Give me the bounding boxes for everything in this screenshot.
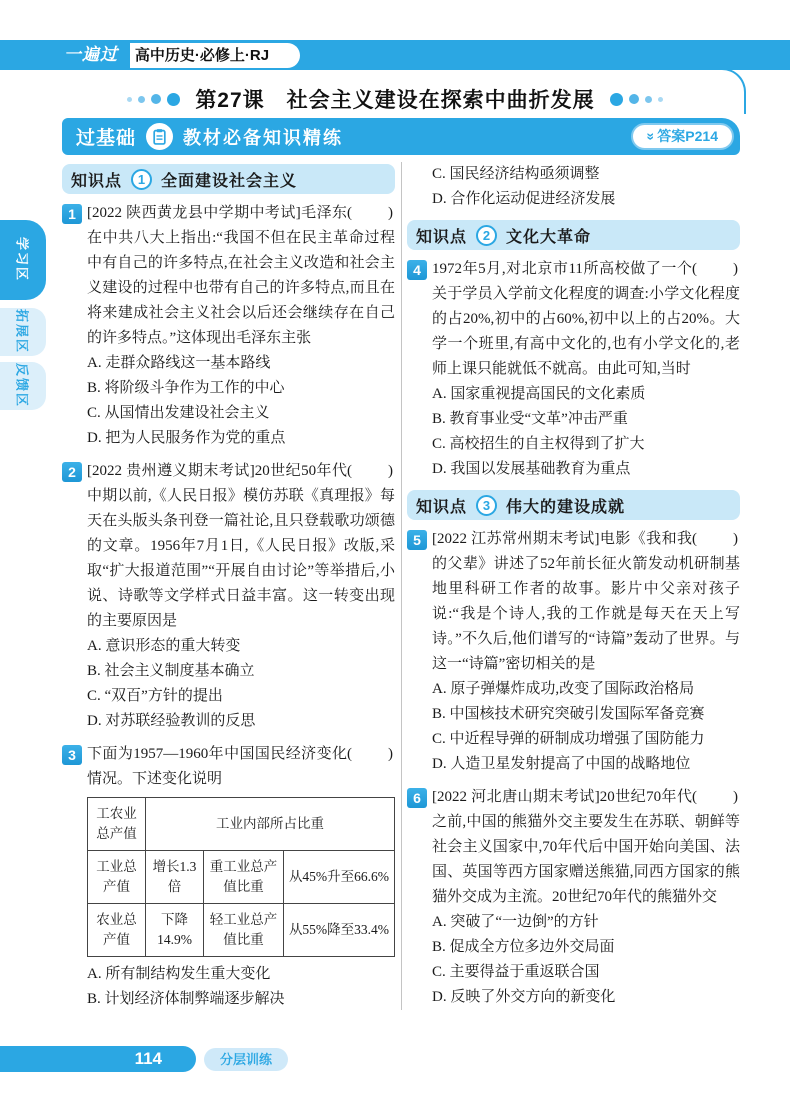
option-b: B. 计划经济体制弊端逐步解决 xyxy=(87,991,285,1007)
question-text: 1972年5月,对北京市11所高校做了一个关于学员入学前文化程度的调查:小学文化程度的占20%,初中的占60%,初中以上的占20%。大学一个班里,有高中文化的,也有小学文化的,老师上课只能就低不就高。由此可知,当时 xyxy=(432,261,740,377)
question-number-badge: 6 xyxy=(407,788,427,808)
table-cell: 增长1.3倍 xyxy=(146,851,204,904)
option-a: A. 国家重视提高国民的文化素质 xyxy=(432,386,646,402)
option-a: A. 走群众路线这一基本路线 xyxy=(87,355,271,371)
question-number-badge: 5 xyxy=(407,530,427,550)
kp-number-badge: 2 xyxy=(476,225,497,246)
question-4 xyxy=(407,257,740,482)
kp-number-badge: 3 xyxy=(476,495,497,516)
kp-number-badge: 1 xyxy=(131,169,152,190)
chevron-down-icon: » xyxy=(642,132,659,141)
kp-title: 全面建设社会主义 xyxy=(161,172,298,190)
question-stem: ( ) 1972年5月,对北京市11所高校做了一个关于学员入学前文化程度的调查:小学文化程度的占20%,初中的占60%,初中以上的占20%。大学一个班里,有高中文化的,也有小学文化的,老师上课只能就低不就高。由此可知,当时 xyxy=(432,261,740,377)
table-cell: 工业总产值 xyxy=(88,851,146,904)
sidebar-tab-feedback[interactable] xyxy=(0,362,46,410)
content-columns xyxy=(62,162,740,1020)
table-cell: 重工业总产值比重 xyxy=(204,851,284,904)
question-stem: ( ) [2022 江苏常州期末考试]电影《我和我的父辈》讲述了52年前长征火箭发动机研制基地里科研工作者的故事。影片中父亲对孩子说:“我是个诗人,我的工作就是每天在天上写诗。”不久后,他们谱写的“诗篇”轰动了世界。与这一“诗篇”密切相关的是 xyxy=(432,531,740,672)
question-3 xyxy=(62,742,395,1012)
option-b: B. 促成全方位多边外交局面 xyxy=(432,939,615,955)
option-d: D. 对苏联经验教训的反思 xyxy=(87,713,256,729)
decor-dots-right xyxy=(607,90,666,107)
economy-data-table xyxy=(87,797,395,957)
question-stem: ( ) [2022 贵州遵义期末考试]20世纪50年代中期以前,《人民日报》模仿苏联《真理报》每天在头版头条刊登一篇社论,且只登载歌功颂德的文章。1956年7月1日,《人民日报》改版,采取“扩大报道范围”“开展自由讨论”等举措后,小说、诗歌等文学样式日益丰富。这一转变出现的主要原因是 xyxy=(87,463,395,629)
question-6 xyxy=(407,785,740,1010)
option-c: C. 高校招生的自主权得到了扩大 xyxy=(432,436,645,452)
option-c: C. 中近程导弹的研制成功增强了国防能力 xyxy=(432,731,705,747)
answer-reference-pill[interactable] xyxy=(631,123,735,150)
question-stem: ( ) [2022 河北唐山期末考试]20世纪70年代之前,中国的熊猫外交主要发生在苏联、朝鲜等社会主义国家中,70年代后中国开始向美国、法国、英国等西方国家赠送熊猫,同西方国家的熊猫外交成为主流。20世纪70年代的熊猫外交 xyxy=(432,789,740,905)
option-b: B. 教育事业受“文革”冲击严重 xyxy=(432,411,628,427)
kp-label: 知识点 xyxy=(416,228,468,246)
question-source: [2022 河北唐山期末考试] xyxy=(432,789,600,805)
answer-reference-label: 答案P214 xyxy=(657,128,718,144)
brand-logo: 一遍过 xyxy=(52,42,130,68)
table-cell: 从55%降至33.4% xyxy=(284,904,395,957)
page-number: 114 xyxy=(134,1049,162,1068)
knowledge-point-2-banner xyxy=(407,220,740,250)
question-stem: ( ) 下面为1957—1960年中国国民经济变化情况。下述变化说明 xyxy=(87,746,395,787)
section-banner xyxy=(62,118,740,155)
question-number-badge: 1 xyxy=(62,204,82,224)
kp-label: 知识点 xyxy=(71,172,123,190)
question-number-badge: 2 xyxy=(62,462,82,482)
table-cell: 农业总产值 xyxy=(88,904,146,957)
sidebar-tab-label: 反馈区 xyxy=(14,363,30,409)
question-text: 电影《我和我的父辈》讲述了52年前长征火箭发动机研制基地里科研工作者的故事。影片中父亲对孩子说:“我是个诗人,我的工作就是每天在天上写诗。”不久后,他们谱写的“诗篇”轰动了世界。与这一“诗篇”密切相关的是 xyxy=(432,531,740,672)
option-d: D. 把为人民服务作为党的重点 xyxy=(87,430,286,446)
option-a: A. 原子弹爆炸成功,改变了国际政治格局 xyxy=(432,681,695,697)
option-c: C. “双百”方针的提出 xyxy=(87,688,223,704)
option-d: D. 人造卫星发射提高了中国的战略地位 xyxy=(432,756,691,772)
section-banner-title: 教材必备知识精练 xyxy=(183,127,344,148)
table-row xyxy=(88,851,395,904)
lesson-title-row xyxy=(0,84,790,114)
page-title: 第27课 社会主义建设在探索中曲折发展 xyxy=(195,89,595,112)
question-source: [2022 江苏常州期末考试] xyxy=(432,531,600,547)
decor-dots-left xyxy=(124,90,183,107)
table-cell: 从45%升至66.6% xyxy=(284,851,395,904)
option-b: B. 中国核技术研究突破引发国际军备竞赛 xyxy=(432,706,705,722)
sidebar-tab-expand[interactable] xyxy=(0,308,46,356)
table-row xyxy=(88,904,395,957)
footer-training-label: 分层训练 xyxy=(204,1048,288,1071)
column-divider xyxy=(401,162,402,1010)
option-c: C. 主要得益于重返联合国 xyxy=(432,964,600,980)
kp-title: 伟大的建设成就 xyxy=(506,498,626,516)
option-a: A. 突破了“一边倒”的方针 xyxy=(432,914,599,930)
question-1 xyxy=(62,201,395,451)
kp-label: 知识点 xyxy=(416,498,468,516)
sidebar-tab-study[interactable] xyxy=(0,220,46,300)
option-c: C. 从国情出发建设社会主义 xyxy=(87,405,270,421)
option-d: D. 合作化运动促进经济发展 xyxy=(432,191,616,207)
option-c: C. 国民经济结构亟须调整 xyxy=(432,166,600,182)
question-text: 毛泽东在中共八大上指出:“我国不但在民主革命过程中有自己的许多特点,在社会主义改造和社会主义建设的过程中也带有自己的许多特点,而且在将来建成社会主义社会以后还会继续存在自己的许多特点。”这体现出毛泽东主张 xyxy=(87,205,395,346)
question-5 xyxy=(407,527,740,777)
question-2 xyxy=(62,459,395,734)
question-text: 下面为1957—1960年中国国民经济变化情况。下述变化说明 xyxy=(87,746,347,787)
question-stem: ( ) [2022 陕西黄龙县中学期中考试]毛泽东在中共八大上指出:“我国不但在民主革命过程中有自己的许多特点,在社会主义改造和社会主义建设的过程中也带有自己的许多特点,而且在将来建成社会主义社会以后还会继续存在自己的许多特点。”这体现出毛泽东主张 xyxy=(87,205,395,346)
sidebar-tab-label: 学习区 xyxy=(14,237,30,283)
table-cell: 下降14.9% xyxy=(146,904,204,957)
question-3-continued xyxy=(407,162,740,212)
option-d: D. 反映了外交方向的新变化 xyxy=(432,989,616,1005)
question-text: 20世纪50年代中期以前,《人民日报》模仿苏联《真理报》每天在头版头条刊登一篇社论,且只登载歌功颂德的文章。1956年7月1日,《人民日报》改版,采取“扩大报道范围”“开展自由讨论”等举措后,小说、诗歌等文学样式日益丰富。这一转变出现的主要原因是 xyxy=(87,463,395,629)
knowledge-point-1-banner xyxy=(62,164,395,194)
left-column xyxy=(62,162,395,1020)
course-title: 高中历史·必修上·RJ xyxy=(104,43,300,68)
option-d: D. 我国以发展基础教育为重点 xyxy=(432,461,631,477)
page-number-bar xyxy=(0,1046,196,1072)
option-a: A. 所有制结构发生重大变化 xyxy=(87,966,271,982)
kp-title: 文化大革命 xyxy=(506,228,592,246)
table-header-cell: 工农业总产值 xyxy=(88,798,146,851)
question-text: 20世纪70年代之前,中国的熊猫外交主要发生在苏联、朝鲜等社会主义国家中,70年代后中国开始向美国、法国、英国等西方国家赠送熊猫,同西方国家的熊猫外交成为主流。20世纪70年代的熊猫外交 xyxy=(432,789,740,905)
knowledge-point-3-banner xyxy=(407,490,740,520)
section-banner-label: 过基础 xyxy=(76,128,137,149)
question-source: [2022 贵州遵义期末考试] xyxy=(87,463,255,479)
option-b: B. 社会主义制度基本确立 xyxy=(87,663,255,679)
question-number-badge: 4 xyxy=(407,260,427,280)
clipboard-icon xyxy=(146,123,173,150)
question-source: [2022 陕西黄龙县中学期中考试] xyxy=(87,205,301,221)
table-header-cell: 工业内部所占比重 xyxy=(146,798,395,851)
table-cell: 轻工业总产值比重 xyxy=(204,904,284,957)
option-b: B. 将阶级斗争作为工作的中心 xyxy=(87,380,285,396)
sidebar-tab-label: 拓展区 xyxy=(14,309,30,355)
question-number-badge: 3 xyxy=(62,745,82,765)
right-column xyxy=(407,162,740,1020)
option-a: A. 意识形态的重大转变 xyxy=(87,638,241,654)
